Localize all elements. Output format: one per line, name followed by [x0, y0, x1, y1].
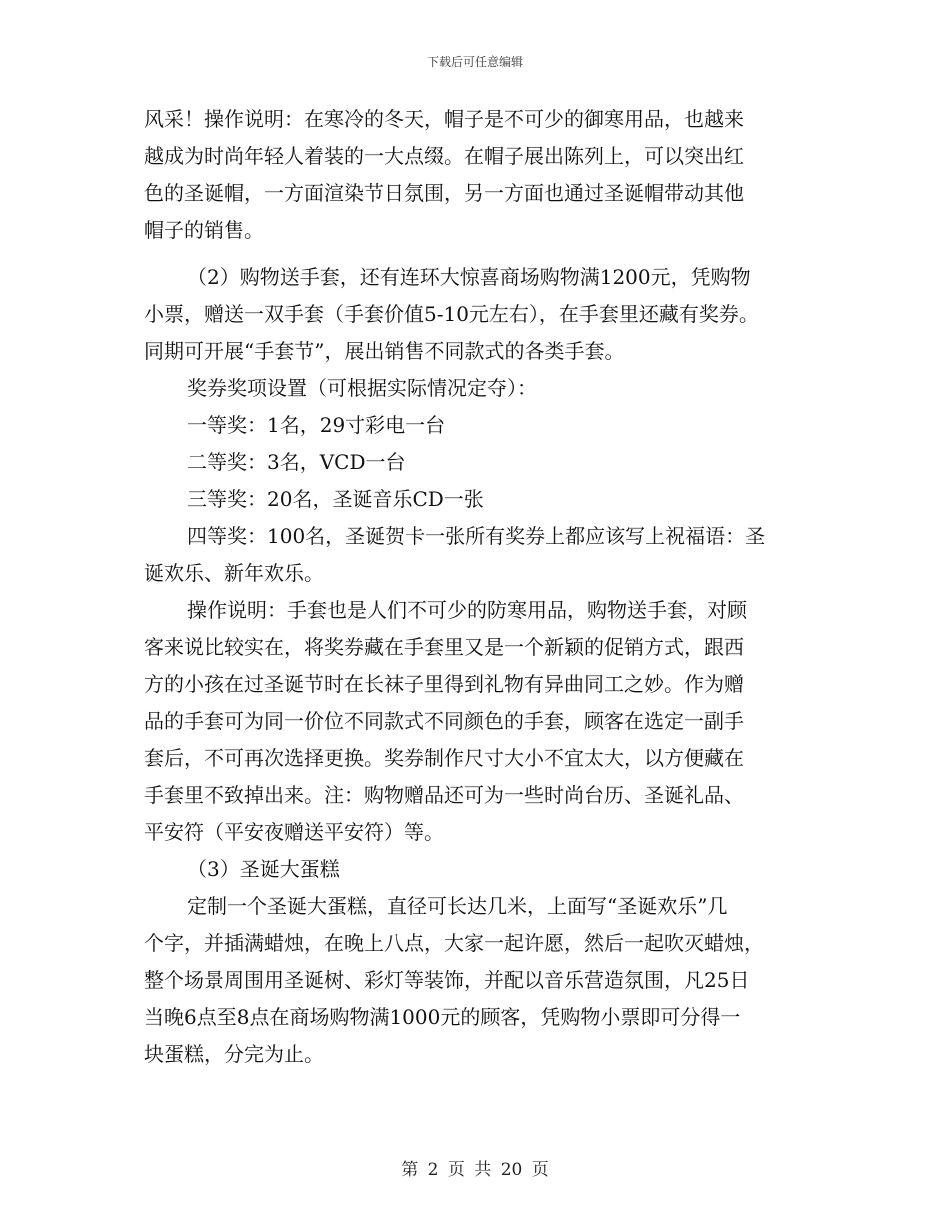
- body-line: 一等奖：1名，29寸彩电一台: [187, 413, 446, 437]
- body-line: 块蛋糕，分完为止。: [144, 1042, 324, 1066]
- body-line: 小票，赠送一双手套（手套价值5-10元左右），在手套里还藏有奖券。: [144, 302, 759, 326]
- body-line: 同期可开展“手套节”，展出销售不同款式的各类手套。: [144, 339, 625, 363]
- body-line: 四等奖：100名，圣诞贺卡一张所有奖券上都应该写上祝福语：圣: [187, 524, 766, 548]
- body-line: 三等奖：20名，圣诞音乐CD一张: [187, 487, 484, 511]
- body-line: 平安符（平安夜赠送平安符）等。: [144, 820, 444, 844]
- body-line: 客来说比较实在，将奖券藏在手套里又是一个新颖的促销方式，跟西: [144, 635, 744, 659]
- body-line: 整个场景周围用圣诞树、彩灯等装饰，并配以音乐营造氛围，凡25日: [144, 968, 750, 992]
- body-line: 定制一个圣诞大蛋糕，直径可长达几米，上面写“圣诞欢乐”几: [187, 894, 728, 918]
- body-line: 套后，不可再次选择更换。奖券制作尺寸大小不宜太大，以方便藏在: [144, 746, 744, 770]
- body-line: 个字，并插满蜡烛，在晚上八点，大家一起许愿，然后一起吹灭蜡烛，: [144, 931, 764, 955]
- body-line: 色的圣诞帽，一方面渲染节日氛围，另一方面也通过圣诞帽带动其他: [144, 181, 744, 205]
- page-header: 下载后可任意编辑: [426, 55, 523, 69]
- body-line: 操作说明：手套也是人们不可少的防寒用品，购物送手套，对顾: [187, 598, 747, 622]
- body-line: 越成为时尚年轻人着装的一大点缀。在帽子展出陈列上，可以突出红: [144, 144, 744, 168]
- page-footer: 第 2 页 共 20 页: [401, 1160, 549, 1180]
- body-line: 品的手套可为同一价位不同款式不同颜色的手套，顾客在选定一副手: [144, 709, 744, 733]
- body-line: 当晚6点至8点在商场购物满1000元的顾客，凭购物小票即可分得一: [144, 1005, 741, 1029]
- body-line: 奖券奖项设置（可根据实际情况定夺）：: [187, 376, 537, 400]
- body-line: 方的小孩在过圣诞节时在长袜子里得到礼物有异曲同工之妙。作为赠: [144, 672, 744, 696]
- body-line: 风采！操作说明：在寒冷的冬天，帽子是不可少的御寒用品，也越来: [144, 107, 744, 131]
- body-line: 诞欢乐、新年欢乐。: [144, 561, 324, 585]
- body-line: 帽子的销售。: [144, 218, 264, 242]
- body-line: （2）购物送手套，还有连环大惊喜商场购物满1200元，凭购物: [187, 265, 751, 289]
- body-line: 手套里不致掉出来。注：购物赠品还可为一些时尚台历、圣诞礼品、: [144, 783, 744, 807]
- body-line: （3）圣诞大蛋糕: [187, 857, 340, 881]
- body-line: 二等奖：3名，VCD一台: [187, 450, 406, 474]
